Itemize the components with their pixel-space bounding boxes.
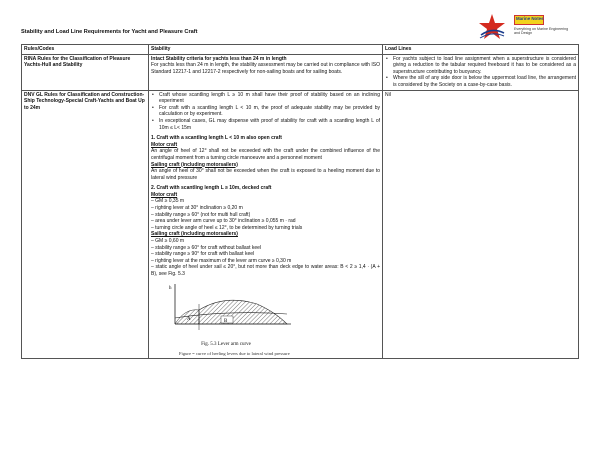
dnv-stability-cell	[149, 90, 383, 358]
logo-brand-text: Marine Notes	[516, 16, 544, 21]
section-1-motor-heading: Motor craft	[151, 141, 178, 148]
logo-tagline: Everything on Marine Engineering and Design	[514, 27, 569, 36]
table-row	[22, 90, 579, 358]
list-item: • For craft with a scantling length L < 10 m, the proof of adequate stability may be provided by calculation or by experiment.	[151, 105, 380, 118]
list-item: – stability range ≥ 60° for craft without ballast keel	[151, 244, 262, 251]
list-item: – GM ≥ 0,35 m	[151, 198, 185, 205]
table-row	[22, 54, 579, 90]
list-item: – GM ≥ 0,60 m	[151, 238, 185, 245]
rina-stability-cell	[149, 54, 383, 90]
dnv-load-lines-cell	[383, 90, 579, 358]
figure-caption: Fig. 5.3 Lever arm curve	[201, 341, 251, 347]
list-item: • In exceptional cases, GL may dispense with proof of stability for craft with a scantling length L of 10m ≤ L< 15m	[151, 118, 380, 131]
rina-load-lines-cell	[383, 54, 579, 90]
section-2-heading: 2. Craft with scantling length L ≥ 10m, decked craft	[151, 185, 272, 192]
page-title: Stability and Load Line Requirements for Yacht and Pleasure Craft	[21, 29, 198, 35]
rina-code-cell	[22, 54, 149, 90]
list-item: • Where the sill of any side door is below the uppermost load line, the arrangement is considered by the Society on a case-by-case basis.	[385, 75, 576, 88]
list-item: – turning circle angle of heel ≤ 12°, to be determined by turning trials	[151, 224, 303, 231]
header-rules-codes: Rules/Codes	[22, 45, 149, 55]
rina-code-text: RINA Rules for the Classification of Pleasure Yachts-Hull and Stability	[24, 55, 131, 69]
dnv-code-text: DNV GL Rules for Classification and Construction-Ship Technology-Special Craft-Yachts and Boat Up to 24m	[24, 91, 145, 111]
list-item: – righting lever at the maximum of the lever arm curve ≥ 0,30 m	[151, 257, 292, 264]
dnv-load-lines-text: Nil	[385, 91, 391, 98]
list-item: – stability range ≥ 60° (not for multi hull craft)	[151, 211, 251, 218]
header-load-lines: Load Lines	[383, 45, 579, 55]
header-stability: Stability	[149, 45, 383, 55]
section-1-sail-text: An angle of heel of 30° shall not be exceeded when the craft is exposed to a heeling moment due to lateral wind pressure	[151, 168, 380, 181]
y-axis-label: h	[169, 285, 172, 291]
section-2-sail-heading: Sailing craft (including motorsailers)	[151, 231, 238, 238]
list-item: • Craft whose scantling length L ≥ 10 m shall have their proof of stability based on an inclining experiment	[151, 92, 380, 105]
rina-stability-text: For yachts less than 24 m in length, the stability assessment may be carried out in compliance with ISO Standard 12217-1 and 12217-2 respectively for non-sailing boats and for sailing boats.	[151, 62, 380, 75]
list-item: – area under lever arm curve up to 30° inclination ≥ 0,055 m · rad	[151, 218, 296, 225]
figure-legend: Figure = curve of heeling levers due to lateral wind pressure	[179, 351, 290, 357]
lever-arm-diagram	[165, 280, 295, 340]
star-logo-icon	[478, 13, 506, 43]
area-a-label: A	[187, 316, 191, 322]
rina-stability-heading: Intact Stability criteria for yachts less than 24 m in length	[151, 55, 287, 62]
area-b-region	[199, 300, 287, 324]
list-item: – righting lever at 30° inclination ≥ 0,20 m	[151, 205, 243, 212]
table-header-row	[22, 45, 579, 55]
list-item: – stability range ≥ 90° for craft with ballast keel	[151, 251, 255, 258]
area-b-label: B	[224, 318, 228, 324]
section-1-motor-text: An angle of heel of 12° shall not be exceeded with the craft under the combined influence of the centrifugal moment from a turning circle manoeuvre and a personnel moment	[151, 148, 380, 161]
section-1-sail-heading: Sailing craft (including motorsailers)	[151, 161, 238, 168]
list-item: • For yachts subject to load line assignment when a superstructure is considered giving a reduction to the tabular required freeboard it has to be considered as a superstructure contributing to buoyancy.	[385, 56, 576, 76]
list-item: – static angle of heel under sail ≤ 20°, but not more than deck edge to water areas: B < 2 ≥ 1,4 · (A + B), see Fig. 5.3	[151, 264, 380, 277]
lever-arm-figure	[165, 280, 295, 340]
marine-notes-logo[interactable]	[478, 13, 588, 47]
requirements-table	[21, 44, 579, 359]
section-2-motor-heading: Motor craft	[151, 191, 178, 198]
section-1-heading: 1. Craft with a scantling length L < 10 m also open craft	[151, 135, 282, 142]
dnv-code-cell	[22, 90, 149, 358]
